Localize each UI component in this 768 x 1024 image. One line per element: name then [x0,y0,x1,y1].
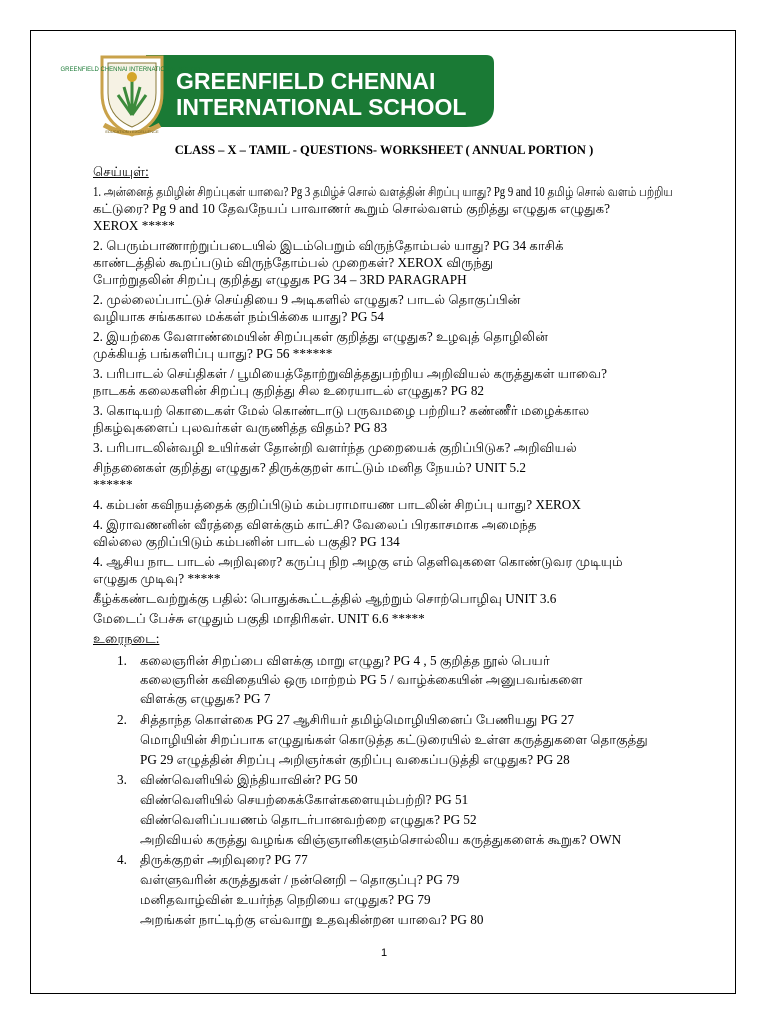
list-item: வள்ளுவரின் கருத்துகள் / நன்னெறி – தொகுப்பு? PG 79 [140,872,460,887]
section-heading-prose: உரைநடை: [93,631,160,646]
question-line: நிகழ்வுகளைப் புலவர்கள் வருணித்த விதம்? PG 83 [93,420,388,435]
list-item: மொழியின் சிறப்பாக எழுதுங்கள் கொடுத்த கட்டுரையில் உள்ள கருத்துகளை தொகுத்து [140,732,648,747]
list-item: கலைஞரின் கவிதையில் ஒரு மாற்றம் PG 5 / வாழ்க்கையின் அனுபவங்களை [140,672,583,687]
logo-line-1: GREENFIELD CHENNAI [176,68,436,94]
list-item: விளக்கு எழுதுக? PG 7 [140,691,271,706]
question-line: எழுதுக முடிவு? ***** [93,571,221,586]
list-item: PG 29 எழுத்தின் சிறப்பு அறிஞர்கள் குறிப்பு வகைப்படுத்தி எழுதுக? PG 28 [140,752,570,767]
question-line: போற்றுதலின் சிறப்பு குறித்து எழுதுக PG 34 – 3RD PARAGRAPH [93,272,467,287]
question-line: 1. அன்னைத் தமிழின் சிறப்புகள் யாவை? Pg 3 தமிழ்ச் சொல் வளத்தின் சிறப்பு யாது? Pg 9 and 10 தமிழ் சொல் வளம் பற்றிய [93,184,673,199]
list-item: சித்தாந்த கொள்கை PG 27 ஆசிரியர் தமிழ்மொழியினைப் பேணியது PG 27 [140,712,575,727]
list-number: 1. [117,653,127,668]
question-line: நாடகக் கலைகளின் சிறப்பு குறித்து சில உரையாடல் எழுதுக? PG 82 [93,383,485,398]
page-number: 1 [380,947,388,959]
list-item: மனிதவாழ்வின் உயர்ந்த நெறியை எழுதுக? PG 79 [140,892,431,907]
question-line: கீழ்க்கண்டவற்றுக்கு பதில்: பொதுக்கூட்டத்தில் ஆற்றும் சொற்பொழிவு UNIT 3.6 [93,591,557,606]
question-line: ****** [93,477,133,492]
question-line: 4. ஆசிய நாட பாடல் அறிவுரை? கருப்பு நிற அழகு எம் தெளிவுகளை கொண்டுவர முடியும் [93,554,623,569]
question-line: 4. கம்பன் கவிநயத்தைக் குறிப்பிடும் கம்பராமாயண பாடலின் சிறப்பு யாது? XEROX [93,497,581,512]
crest-motto: EDUCATION • EXCELLENCE [105,129,159,134]
list-number: 4. [117,852,127,867]
question-line: சிந்தனைகள் குறித்து எழுதுக? திருக்குறள் காட்டும் மனித நேயம்? UNIT 5.2 [93,460,526,475]
list-item: அறங்கள் நாட்டிற்கு எவ்வாறு உதவுகின்றன யாவை? PG 80 [140,912,484,927]
question-line: மேடைப் பேச்சு எழுதும் பகுதி மாதிரிகள். UNIT 6.6 ***** [93,611,425,626]
worksheet-title: CLASS – X – TAMIL - QUESTIONS- WORKSHEET ( ANNUAL PORTION ) [174,143,594,157]
list-item: அறிவியல் கருத்து வழங்க விஞ்ஞானிகளும்சொல்லிய கருத்துகளைக் கூறுக? OWN [140,832,622,847]
question-line: 2. பெரும்பாணாற்றுப்படையில் இடம்பெறும் விருந்தோம்பல் யாது? PG 34 காசிக் [93,238,564,253]
question-line: வழியாக சங்ககால மக்கள் நம்பிக்கை யாது? PG 54 [93,309,384,324]
list-item: விண்வெளிப்பயணம் தொடர்பானவற்றை எழுதுக? PG 52 [140,812,477,827]
question-line: காண்டத்தில் கூறப்படும் விருந்தோம்பல் முறைகள்? XEROX விருந்து [93,255,494,270]
section-heading-poetry: செய்யுள்: [93,164,149,179]
list-number: 2. [117,712,127,727]
question-line: XEROX ***** [93,218,175,233]
question-line: 2. இயற்கை வேளாண்மையின் சிறப்புகள் குறித்து எழுதுக? உழவுத் தொழிலின் [93,329,549,344]
list-item: விண்வெளியில் செயற்கைக்கோள்களையும்பற்றி? PG 51 [140,792,469,807]
question-line: 4. இராவணனின் வீரத்தை விளக்கும் காட்சி? வேலைப் பிரகாசமாக அமைந்த [93,517,537,532]
question-line: கட்டுரை? Pg 9 and 10 தேவநேயப் பாவாணர் கூறும் சொல்வளம் குறித்து எழுதுக எழுதுக? [93,201,611,216]
question-line: வில்லை குறிப்பிடும் கம்பனின் பாடல் பகுதி? PG 134 [93,534,400,549]
list-number: 3. [117,772,127,787]
school-logo [60,47,494,139]
list-item: விண்வெளியில் இந்தியாவின்? PG 50 [140,772,358,787]
question-line: முக்கியத் பங்களிப்பு யாது? PG 56 ****** [93,346,333,361]
list-item: கலைஞரின் சிறப்பை விளக்கு மாறு எழுது? PG 4 , 5 குறித்த நூல் பெயர் [140,653,550,668]
logo-line-2: INTERNATIONAL SCHOOL [176,94,467,120]
crest-text: GREENFIELD CHENNAI INTERNATIONAL SCHOOL [60,67,204,73]
question-line: 3. பரிபாடலின்வழி உயிர்கள் தோன்றி வளர்ந்த முறையைக் குறிப்பிடுக? அறிவியல் [93,440,577,455]
question-line: 3. பரிபாடல் செய்திகள் / பூமியைத்தோற்றுவித்ததுபற்றிய அறிவியல் கருத்துகள் யாவை? [93,366,607,381]
question-line: 3. கொடியற் கொடைகள் மேல் கொண்டாடு பருவமழை பற்றிய? கண்ணீர் மழைக்கால [93,403,590,418]
question-line: 2. முல்லைப்பாட்டுச் செய்தியை 9 அடிகளில் எழுதுக? பாடல் தொகுப்பின் [93,292,521,307]
list-item: திருக்குறள் அறிவுரை? PG 77 [140,852,308,867]
